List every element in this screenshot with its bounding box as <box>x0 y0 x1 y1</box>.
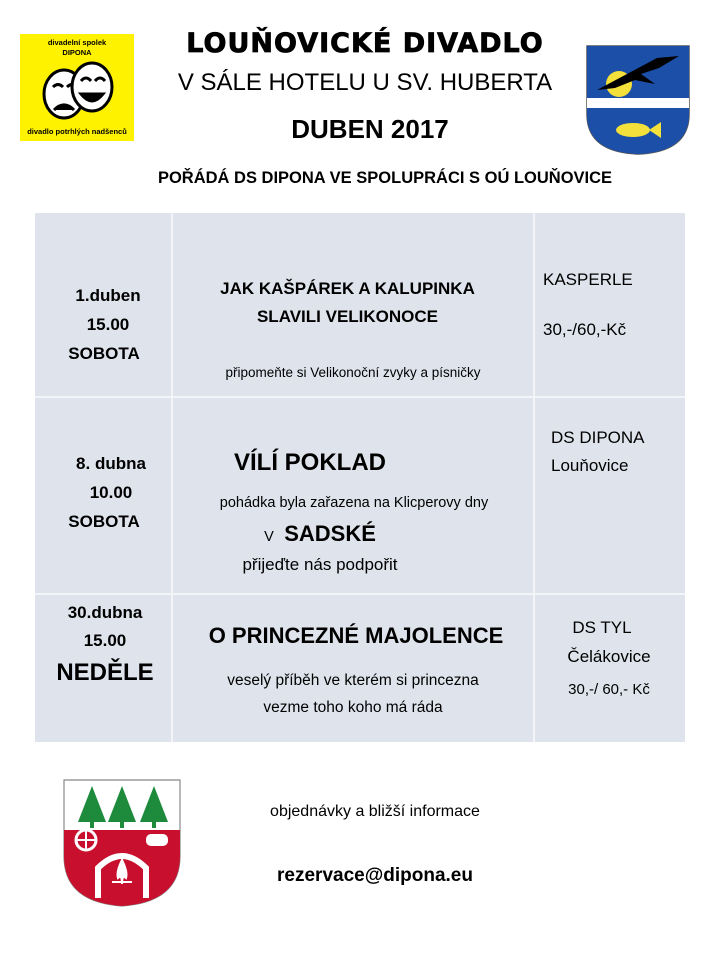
performer-town: Čelákovice <box>567 647 651 666</box>
event-day: NEDĚLE <box>56 659 154 686</box>
info-label: objednávky a bližší informace <box>270 803 480 820</box>
event-date: 1.duben <box>75 286 141 305</box>
event-3-title: O PRINCEZNÉ MAJOLENCE <box>208 623 504 648</box>
performer-town: Louňovice <box>551 456 629 475</box>
organizer-line: POŘÁDÁ DS DIPONA VE SPOLUPRÁCI S OÚ LOUŇOVICE <box>157 169 613 187</box>
title-line: SLAVILI VELIKONOCE <box>256 307 439 326</box>
row-divider <box>35 396 685 398</box>
title-line: JAK KAŠPÁREK A KALUPINKA <box>220 279 475 298</box>
month-heading: DUBEN 2017 <box>291 114 449 144</box>
event-date: 8. dubna <box>76 454 146 473</box>
event-day: SOBOTA <box>68 512 140 531</box>
event-2-date-cell <box>35 449 187 536</box>
note-line: veselý příběh ve kterém si princezna <box>227 672 479 689</box>
row-divider <box>35 593 685 595</box>
place-prefix: V <box>264 529 274 545</box>
event-1-note: připomeňte si Velikonoční zvyky a písničky <box>225 365 481 380</box>
event-3-performer-cell <box>535 613 683 704</box>
event-date: 30.dubna <box>67 603 143 622</box>
event-2-note: pohádka byla zařazena na Klicperovy dny <box>219 495 489 511</box>
event-1-performer-cell <box>543 266 683 344</box>
event-day: SOBOTA <box>68 344 140 363</box>
venue-subtitle: V SÁLE HOTELU U SV. HUBERTA <box>177 69 553 96</box>
theatre-masks-icon <box>20 34 134 141</box>
note-line: vezme toho koho má ráda <box>263 699 443 716</box>
ticket-price: 30,-/60,-Kč <box>543 320 627 339</box>
program-table <box>35 213 685 742</box>
performer-name: KASPERLE <box>543 270 633 289</box>
logo-name-text: DIPONA <box>62 48 92 57</box>
event-time: 15.00 <box>83 631 127 650</box>
event-3-date-cell <box>35 598 175 691</box>
dipona-logo <box>20 34 134 141</box>
event-time: 10.00 <box>89 483 133 502</box>
event-2-cta: přijeďte nás podpořit <box>242 555 398 574</box>
event-1-title <box>175 275 520 331</box>
event-2-place <box>175 521 465 547</box>
fish-icon <box>616 123 650 137</box>
mill-iron-icon <box>146 834 168 846</box>
municipal-crest-eagle-fish <box>585 44 691 156</box>
performer-name: DS DIPONA <box>551 428 645 447</box>
municipal-crest-trees <box>62 778 182 908</box>
performer-name: DS TYL <box>572 618 632 637</box>
event-3-note <box>175 667 531 721</box>
event-2-performer-cell <box>535 424 680 480</box>
event-time: 15.00 <box>86 315 130 334</box>
page-title: LOUŇOVICKÉ DIVADLO <box>186 28 544 59</box>
event-1-date-cell <box>35 281 181 368</box>
event-2-title: VÍLÍ POKLAD <box>233 449 386 476</box>
ticket-price: 30,-/ 60,- Kč <box>568 681 650 698</box>
contact-email[interactable]: rezervace@dipona.eu <box>277 865 473 886</box>
logo-top-text: divadelní spolek <box>47 38 107 47</box>
logo-bottom-text: divadlo potrhlých nadšenců <box>27 127 127 136</box>
place-name: SADSKÉ <box>284 521 376 546</box>
